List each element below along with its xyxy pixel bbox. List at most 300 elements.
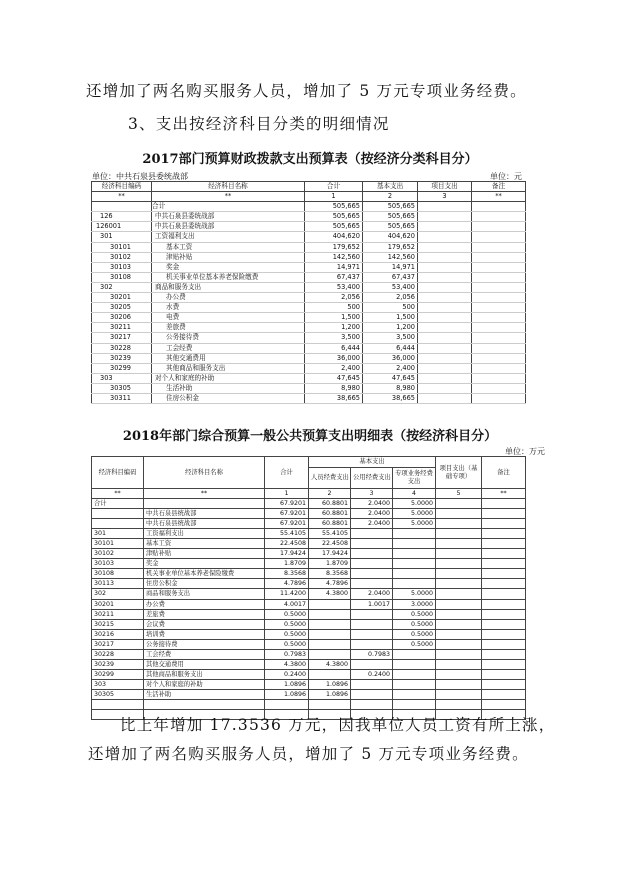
t1-header-index: ** [472,192,526,202]
code-cell: 30103 [92,559,144,569]
note-cell [472,272,526,282]
code-cell: 30205 [92,303,152,313]
table-row [92,659,526,669]
code-cell: 302 [92,282,152,292]
t1-header-note: 备注 [472,182,526,192]
special-cell: 3.0000 [393,599,436,609]
personnel-cell: 1.0896 [309,679,351,689]
code-cell: 30228 [92,649,144,659]
basic-cell: 47,645 [363,373,418,383]
name-cell: 合计 [152,202,305,212]
note-cell [472,373,526,383]
public-cell [351,549,393,559]
total-cell: 4.0017 [265,599,309,609]
table-row [92,212,526,222]
t2-header-name: 经济科目名称 [144,457,265,489]
project-cell [436,509,482,519]
total-cell: 8,980 [305,383,363,393]
public-cell [351,569,393,579]
table-row [92,242,526,252]
personnel-cell: 4.3800 [309,589,351,599]
project-cell [418,252,472,262]
table-row [92,529,526,539]
table-row [92,509,526,519]
project-cell [436,689,482,699]
project-cell [418,383,472,393]
project-cell [436,589,482,599]
table-row [92,232,526,242]
special-cell: 0.5000 [393,639,436,649]
public-cell [351,659,393,669]
basic-cell: 2,056 [363,293,418,303]
project-cell [436,649,482,659]
note-cell [472,393,526,403]
table1 [91,181,526,404]
project-cell [436,629,482,639]
code-cell: 30201 [92,293,152,303]
note-cell [472,363,526,373]
name-cell: 办公费 [144,599,265,609]
note-cell [482,549,526,559]
note-cell [482,529,526,539]
project-cell [436,639,482,649]
table-row [92,353,526,363]
code-cell: 合计 [92,499,144,509]
name-cell: 其他商品和服务支出 [144,669,265,679]
personnel-cell: 60.8801 [309,499,351,509]
note-cell [482,689,526,699]
t2-header-total: 合计 [265,457,309,489]
total-cell: 179,652 [305,242,363,252]
personnel-cell [309,639,351,649]
name-cell: 基本工资 [152,242,305,252]
code-cell: 30102 [92,549,144,559]
code-cell: 30211 [92,323,152,333]
total-cell: 0.5000 [265,619,309,629]
name-cell: 办公费 [152,293,305,303]
table-row [92,303,526,313]
personnel-cell [309,609,351,619]
personnel-cell: 8.3568 [309,569,351,579]
note-cell [482,559,526,569]
total-cell: 67.9201 [265,509,309,519]
personnel-cell: 17.9424 [309,549,351,559]
public-cell: 2.0400 [351,589,393,599]
project-cell [418,232,472,242]
code-cell: 30108 [92,569,144,579]
note-cell [472,282,526,292]
code-cell: 30305 [92,689,144,699]
table-row [92,519,526,529]
public-cell [351,679,393,689]
code-cell: 30101 [92,242,152,252]
code-cell [92,519,144,529]
note-cell [482,629,526,639]
basic-cell: 14,971 [363,262,418,272]
name-cell: 住房公积金 [152,393,305,403]
table-row [92,262,526,272]
code-cell: 30113 [92,579,144,589]
note-cell [482,569,526,579]
name-cell: 会议费 [144,619,265,629]
project-cell [418,323,472,333]
t1-header-total: 合计 [305,182,363,192]
table-row [92,619,526,629]
name-cell: 中共石泉县统战部 [144,509,265,519]
project-cell [418,373,472,383]
project-cell [436,659,482,669]
name-cell: 差旅费 [144,609,265,619]
t2-header-personnel: 人员经费支出 [309,468,351,489]
t1-header-basic: 基本支出 [363,182,418,192]
name-cell: 对个人和家庭的补助 [152,373,305,383]
code-cell: 30311 [92,393,152,403]
public-cell: 2.0400 [351,499,393,509]
name-cell: 水费 [152,303,305,313]
table-row [92,679,526,689]
code-cell: 303 [92,373,152,383]
note-cell [482,519,526,529]
project-cell [436,679,482,689]
note-cell [472,212,526,222]
table-row [92,343,526,353]
total-cell: 1.0896 [265,689,309,699]
table-row [92,559,526,569]
total-cell: 2,400 [305,363,363,373]
basic-cell: 1,200 [363,323,418,333]
total-cell: 4.7896 [265,579,309,589]
table-row [92,579,526,589]
code-cell: 30216 [92,629,144,639]
table-row [92,699,526,709]
name-cell: 中共石泉县委统战部 [152,222,305,232]
note-cell [482,589,526,599]
table-row [92,629,526,639]
personnel-cell [309,599,351,609]
project-cell [418,242,472,252]
public-cell [351,529,393,539]
special-cell: 5.0000 [393,509,436,519]
special-cell [393,549,436,559]
t1-header-index: 2 [363,192,418,202]
note-cell [472,262,526,272]
special-cell [393,649,436,659]
note-cell [482,679,526,689]
t2-header-code: 经济科目编码 [92,457,144,489]
table-row [92,282,526,292]
table2-unit-right: 单位：万元 [505,447,545,456]
code-cell [92,509,144,519]
table-row [92,383,526,393]
note-cell [482,699,526,709]
project-cell [418,212,472,222]
name-cell [144,499,265,509]
t1-header-project: 项目支出 [418,182,472,192]
t2-header-basic-group: 基本支出 [309,457,436,468]
public-cell [351,619,393,629]
public-cell: 2.0400 [351,509,393,519]
name-cell: 生活补助 [144,689,265,699]
note-cell [472,222,526,232]
total-cell: 36,000 [305,353,363,363]
public-cell: 2.0400 [351,519,393,529]
total-cell: 505,665 [305,222,363,232]
code-cell: 30201 [92,599,144,609]
table-row [92,222,526,232]
project-cell [418,262,472,272]
basic-cell: 404,620 [363,232,418,242]
table-row [92,669,526,679]
t2-header-public: 公用经费支出 [351,468,393,489]
public-cell [351,639,393,649]
special-cell [393,669,436,679]
name-cell: 其他交通费用 [144,659,265,669]
project-cell [418,202,472,212]
t2-header-project: 项目支出（基础专项） [436,457,482,489]
table-row [92,363,526,373]
t2-header-index: 2 [309,489,351,499]
note-cell [472,343,526,353]
code-cell: 30206 [92,313,152,323]
table-row [92,609,526,619]
personnel-cell: 4.7896 [309,579,351,589]
note-cell [482,509,526,519]
t2-header-index: ** [144,489,265,499]
special-cell: 0.5000 [393,619,436,629]
t2-header-note: 备注 [482,457,526,489]
total-cell: 505,665 [305,202,363,212]
basic-cell: 1,500 [363,313,418,323]
project-cell [418,303,472,313]
table-row [92,293,526,303]
total-cell: 1,500 [305,313,363,323]
top-paragraph: 还增加了两名购买服务人员，增加了 5 万元专项业务经费。 [86,82,527,100]
name-cell: 公务接待费 [152,333,305,343]
name-cell: 工会经费 [152,343,305,353]
code-cell: 30228 [92,343,152,353]
code-cell: 30102 [92,252,152,262]
t2-header-index: 3 [351,489,393,499]
project-cell [436,539,482,549]
total-cell: 6,444 [305,343,363,353]
personnel-cell: 55.4105 [309,529,351,539]
code-cell: 302 [92,589,144,599]
basic-cell: 179,652 [363,242,418,252]
project-cell [436,669,482,679]
name-cell: 商品和服务支出 [144,589,265,599]
project-cell [436,549,482,559]
personnel-cell: 4.3800 [309,659,351,669]
table2 [91,456,526,720]
personnel-cell: 1.0896 [309,689,351,699]
total-cell: 17.9424 [265,549,309,559]
table-row [92,549,526,559]
note-cell [482,579,526,589]
name-cell: 津贴补贴 [144,549,265,559]
code-cell: 30103 [92,262,152,272]
table-row [92,323,526,333]
table-row [92,373,526,383]
personnel-cell: 60.8801 [309,509,351,519]
public-cell [351,609,393,619]
t1-header-index: ** [92,192,152,202]
note-cell [482,609,526,619]
total-cell: 500 [305,303,363,313]
public-cell: 0.7983 [351,649,393,659]
public-cell [351,579,393,589]
personnel-cell [309,669,351,679]
note-cell [482,649,526,659]
code-cell: 30239 [92,353,152,363]
public-cell [351,629,393,639]
code-cell [92,699,144,709]
table1-title: 2017部门预算财政拨款支出预算表（按经济分类科目分） [142,152,478,167]
project-cell [436,559,482,569]
project-cell [418,222,472,232]
project-cell [436,569,482,579]
section-heading: 3、支出按经济科目分类的明细情况 [128,115,390,133]
total-cell: 2,056 [305,293,363,303]
name-cell [144,699,265,709]
project-cell [436,599,482,609]
total-cell: 55.4105 [265,529,309,539]
name-cell: 工资福利支出 [152,232,305,242]
name-cell: 中共石泉县委统战部 [152,212,305,222]
note-cell [472,293,526,303]
total-cell: 47,645 [305,373,363,383]
personnel-cell [309,649,351,659]
basic-cell: 6,444 [363,343,418,353]
basic-cell: 53,400 [363,282,418,292]
t2-header-index: ** [482,489,526,499]
name-cell: 其他交通费用 [152,353,305,363]
project-cell [436,609,482,619]
code-cell [92,202,152,212]
code-cell: 30299 [92,669,144,679]
public-cell: 0.2400 [351,669,393,679]
name-cell: 对个人和家庭的补助 [144,679,265,689]
project-cell [418,393,472,403]
project-cell [436,519,482,529]
basic-cell: 3,500 [363,333,418,343]
special-cell: 5.0000 [393,589,436,599]
public-cell [351,689,393,699]
name-cell: 住房公积金 [144,579,265,589]
note-cell [482,669,526,679]
special-cell [393,559,436,569]
total-cell: 404,620 [305,232,363,242]
table1-unit-left: 单位：中共石泉县委统战部 [92,172,188,181]
t2-header-index: 5 [436,489,482,499]
table2-title: 2018年部门综合预算一般公共预算支出明细表（按经济科目分） [122,429,498,444]
table-row [92,252,526,262]
table-row [92,569,526,579]
special-cell [393,699,436,709]
t1-header-index: ** [152,192,305,202]
t1-header-code: 经济科目编码 [92,182,152,192]
note-cell [482,499,526,509]
personnel-cell: 60.8801 [309,519,351,529]
personnel-cell: 1.8709 [309,559,351,569]
note-cell [472,242,526,252]
code-cell: 301 [92,232,152,242]
t1-header-name: 经济科目名称 [152,182,305,192]
personnel-cell [309,619,351,629]
total-cell: 0.2400 [265,669,309,679]
basic-cell: 2,400 [363,363,418,373]
special-cell [393,689,436,699]
t2-header-index: ** [92,489,144,499]
name-cell: 工资福利支出 [144,529,265,539]
note-cell [472,202,526,212]
special-cell: 0.5000 [393,629,436,639]
table-row [92,539,526,549]
name-cell: 津贴补贴 [152,252,305,262]
public-cell [351,539,393,549]
name-cell: 生活补助 [152,383,305,393]
personnel-cell [309,629,351,639]
total-cell: 505,665 [305,212,363,222]
basic-cell: 505,665 [363,222,418,232]
table-row [92,639,526,649]
table-row [92,589,526,599]
special-cell: 5.0000 [393,519,436,529]
note-cell [482,659,526,669]
t1-header-row [92,182,526,192]
note-cell [472,383,526,393]
total-cell: 0.7983 [265,649,309,659]
special-cell: 5.0000 [393,499,436,509]
project-cell [418,272,472,282]
total-cell: 14,971 [305,262,363,272]
total-cell: 4.3800 [265,659,309,669]
note-cell [472,323,526,333]
basic-cell: 38,665 [363,393,418,403]
t2-header-index: 4 [393,489,436,499]
name-cell: 电费 [152,313,305,323]
code-cell: 30217 [92,333,152,343]
total-cell: 67.9201 [265,499,309,509]
code-cell: 30299 [92,363,152,373]
table-row [92,393,526,403]
basic-cell: 505,665 [363,202,418,212]
basic-cell: 8,980 [363,383,418,393]
total-cell: 22.4508 [265,539,309,549]
basic-cell: 142,560 [363,252,418,262]
code-cell: 30305 [92,383,152,393]
note-cell [472,252,526,262]
basic-cell: 500 [363,303,418,313]
project-cell [418,353,472,363]
project-cell [418,333,472,343]
special-cell [393,529,436,539]
name-cell: 差旅费 [152,323,305,333]
code-cell: 126 [92,212,152,222]
note-cell [482,619,526,629]
table-row [92,689,526,699]
special-cell [393,539,436,549]
name-cell: 机关事业单位基本养老保险缴费 [152,272,305,282]
project-cell [436,499,482,509]
note-cell [472,333,526,343]
project-cell [418,282,472,292]
name-cell: 工会经费 [144,649,265,659]
t2-header-index-row [92,489,526,499]
total-cell: 1.8709 [265,559,309,569]
public-cell [351,699,393,709]
t1-header-index: 1 [305,192,363,202]
t2-header-index: 1 [265,489,309,499]
